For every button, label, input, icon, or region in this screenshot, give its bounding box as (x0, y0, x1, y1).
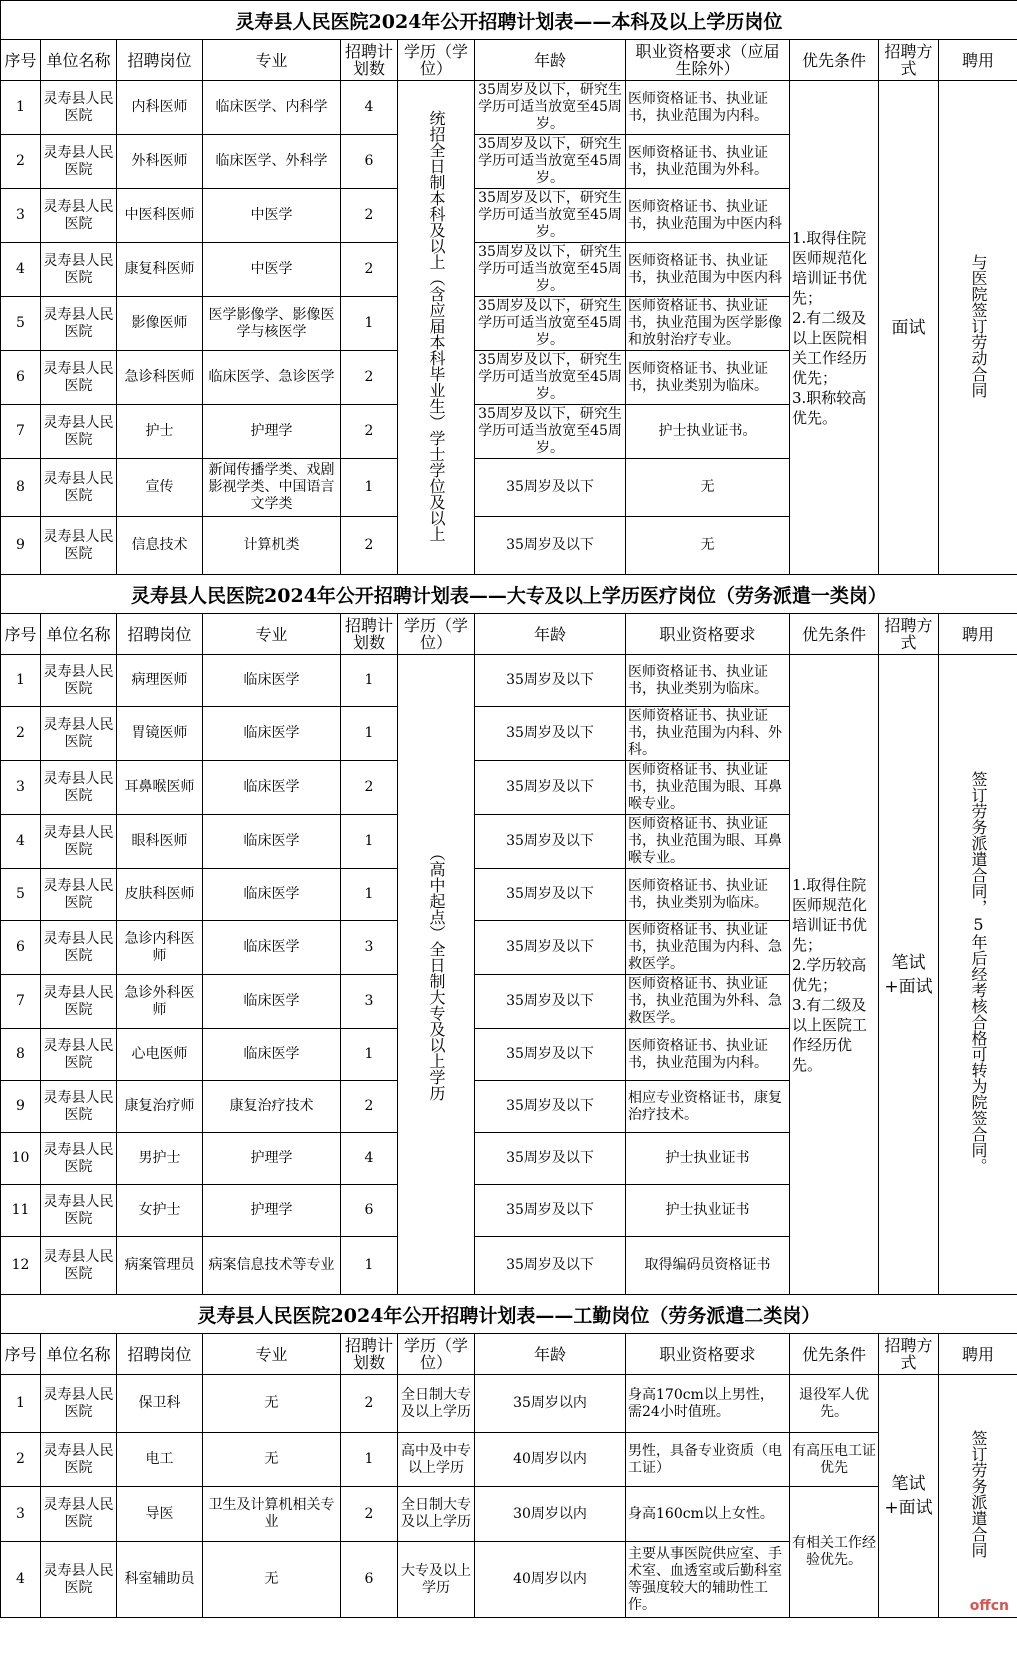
column-header: 招聘方式 (879, 1334, 939, 1375)
major-cell: 中医学 (203, 189, 341, 243)
column-header: 招聘岗位 (117, 1334, 203, 1375)
column-header: 招聘岗位 (117, 40, 203, 81)
seq-cell: 7 (1, 975, 41, 1029)
age-cell: 40周岁以内 (475, 1542, 626, 1618)
count-cell: 3 (341, 975, 398, 1029)
education-cell (398, 655, 475, 1295)
count-cell: 1 (341, 815, 398, 869)
age-cell: 35周岁及以下 (475, 1237, 626, 1295)
seq-cell: 1 (1, 655, 41, 707)
seq-cell: 9 (1, 517, 41, 575)
count-cell: 2 (341, 351, 398, 405)
major-cell: 临床医学 (203, 707, 341, 761)
unit-cell: 灵寿县人民医院 (41, 297, 117, 351)
count-cell: 1 (341, 707, 398, 761)
qualification-cell: 身高170cm以上男性，需24小时值班。 (626, 1375, 790, 1433)
method-cell: 笔试+面试 (879, 1375, 939, 1618)
hire-cell (939, 655, 1017, 1295)
post-cell: 女护士 (117, 1185, 203, 1237)
education-cell (398, 81, 475, 575)
post-cell: 病理医师 (117, 655, 203, 707)
qualification-cell: 医师资格证书、执业证书，执业范围为中医内科 (626, 243, 790, 297)
qualification-cell: 护士执业证书 (626, 1185, 790, 1237)
priority-cell: 有高压电工证优先 (790, 1433, 879, 1487)
qualification-cell: 护士执业证书 (626, 1133, 790, 1185)
count-cell: 1 (341, 459, 398, 517)
post-cell: 康复治疗师 (117, 1081, 203, 1133)
unit-cell: 灵寿县人民医院 (41, 707, 117, 761)
unit-cell: 灵寿县人民医院 (41, 1029, 117, 1081)
column-header: 聘用 (939, 40, 1017, 81)
seq-cell: 10 (1, 1133, 41, 1185)
priority-cell: 有相关工作经验优先。 (790, 1487, 879, 1618)
seq-cell: 5 (1, 297, 41, 351)
section-title: 灵寿县人民医院2024年公开招聘计划表——本科及以上学历岗位 (1, 1, 1017, 40)
unit-cell: 灵寿县人民医院 (41, 243, 117, 297)
age-cell: 35周岁及以下，研究生学历可适当放宽至45周岁。 (475, 135, 626, 189)
post-cell: 皮肤科医师 (117, 869, 203, 921)
count-cell: 2 (341, 243, 398, 297)
unit-cell: 灵寿县人民医院 (41, 1185, 117, 1237)
watermark-logo: offcn (969, 1598, 1009, 1614)
column-header: 优先条件 (790, 1334, 879, 1375)
column-header: 职业资格要求 (626, 1334, 790, 1375)
major-cell: 临床医学 (203, 761, 341, 815)
age-cell: 35周岁以内 (475, 1375, 626, 1433)
seq-cell: 8 (1, 1029, 41, 1081)
education-cell: 大专及以上学历 (398, 1542, 475, 1618)
seq-cell: 9 (1, 1081, 41, 1133)
header-row (1, 1334, 1017, 1375)
qualification-cell: 医师资格证书、执业证书，执业范围为内科、外科。 (626, 707, 790, 761)
qualification-cell: 无 (626, 517, 790, 575)
header-row (1, 614, 1017, 655)
count-cell: 6 (341, 135, 398, 189)
major-cell: 无 (203, 1433, 341, 1487)
section-title-row (1, 575, 1017, 614)
seq-cell: 1 (1, 1375, 41, 1433)
qualification-cell: 取得编码员资格证书 (626, 1237, 790, 1295)
age-cell: 35周岁及以下 (475, 655, 626, 707)
major-cell: 临床医学 (203, 1029, 341, 1081)
post-cell: 宣传 (117, 459, 203, 517)
count-cell: 2 (341, 1375, 398, 1433)
count-cell: 3 (341, 921, 398, 975)
column-header: 职业资格要求（应届生除外） (626, 40, 790, 81)
post-cell: 急诊内科医师 (117, 921, 203, 975)
count-cell: 6 (341, 1185, 398, 1237)
qualification-cell: 医师资格证书、执业证书，执业范围为外科。 (626, 135, 790, 189)
seq-cell: 3 (1, 761, 41, 815)
post-cell: 康复科医师 (117, 243, 203, 297)
major-cell: 医学影像学、影像医学与核医学 (203, 297, 341, 351)
column-header: 招聘方式 (879, 614, 939, 655)
age-cell: 35周岁及以下，研究生学历可适当放宽至45周岁。 (475, 351, 626, 405)
header-row (1, 40, 1017, 81)
seq-cell: 6 (1, 921, 41, 975)
post-cell: 科室辅助员 (117, 1542, 203, 1618)
post-cell: 电工 (117, 1433, 203, 1487)
unit-cell: 灵寿县人民医院 (41, 135, 117, 189)
major-cell: 中医学 (203, 243, 341, 297)
age-cell: 35周岁及以下 (475, 869, 626, 921)
seq-cell: 1 (1, 81, 41, 135)
age-cell: 35周岁及以下 (475, 761, 626, 815)
seq-cell: 11 (1, 1185, 41, 1237)
age-cell: 35周岁及以下 (475, 1029, 626, 1081)
table-row (1, 1487, 1017, 1542)
age-cell: 35周岁及以下 (475, 459, 626, 517)
unit-cell: 灵寿县人民医院 (41, 921, 117, 975)
post-cell: 护士 (117, 405, 203, 459)
count-cell: 2 (341, 1487, 398, 1542)
age-cell: 35周岁及以下 (475, 815, 626, 869)
major-cell: 护理学 (203, 405, 341, 459)
major-cell: 病案信息技术等专业 (203, 1237, 341, 1295)
qualification-cell: 护士执业证书。 (626, 405, 790, 459)
unit-cell: 灵寿县人民医院 (41, 189, 117, 243)
unit-cell: 灵寿县人民医院 (41, 1081, 117, 1133)
major-cell: 无 (203, 1375, 341, 1433)
major-cell: 临床医学、外科学 (203, 135, 341, 189)
method-cell: 笔试+面试 (879, 655, 939, 1295)
qualification-cell: 无 (626, 459, 790, 517)
unit-cell: 灵寿县人民医院 (41, 761, 117, 815)
column-header: 招聘计划数 (341, 1334, 398, 1375)
count-cell: 1 (341, 1029, 398, 1081)
post-cell: 眼科医师 (117, 815, 203, 869)
count-cell: 1 (341, 1433, 398, 1487)
column-header: 聘用 (939, 1334, 1017, 1375)
hire-text: 与医院签订劳动合同 (969, 253, 988, 398)
major-cell: 临床医学 (203, 869, 341, 921)
seq-cell: 2 (1, 135, 41, 189)
age-cell: 35周岁及以下，研究生学历可适当放宽至45周岁。 (475, 243, 626, 297)
unit-cell: 灵寿县人民医院 (41, 81, 117, 135)
major-cell: 临床医学、内科学 (203, 81, 341, 135)
section-title: 灵寿县人民医院2024年公开招聘计划表——大专及以上学历医疗岗位（劳务派遣一类岗） (1, 575, 1017, 614)
major-cell: 无 (203, 1542, 341, 1618)
qualification-cell: 医师资格证书、执业证书，执业范围为内科。 (626, 1029, 790, 1081)
hire-text: 签订劳务派遣合同，5年后经考核合格可转为院签合同。 (969, 771, 988, 1174)
count-cell: 2 (341, 405, 398, 459)
unit-cell: 灵寿县人民医院 (41, 975, 117, 1029)
column-header: 专业 (203, 40, 341, 81)
unit-cell: 灵寿县人民医院 (41, 1133, 117, 1185)
count-cell: 2 (341, 517, 398, 575)
post-cell: 导医 (117, 1487, 203, 1542)
column-header: 招聘计划数 (341, 614, 398, 655)
hire-cell (939, 81, 1017, 575)
hire-cell (939, 1375, 1017, 1618)
major-cell: 临床医学 (203, 921, 341, 975)
post-cell: 急诊科医师 (117, 351, 203, 405)
major-cell: 计算机类 (203, 517, 341, 575)
priority-cell: 1.取得住院医师规范化培训证书优先； 2.学历较高优先； 3.有二级及以上医院工作经历优先。 (790, 655, 879, 1295)
age-cell: 35周岁及以下 (475, 1081, 626, 1133)
unit-cell: 灵寿县人民医院 (41, 1375, 117, 1433)
column-header: 序号 (1, 614, 41, 655)
unit-cell: 灵寿县人民医院 (41, 869, 117, 921)
unit-cell: 灵寿县人民医院 (41, 405, 117, 459)
column-header: 单位名称 (41, 614, 117, 655)
age-cell: 35周岁及以下 (475, 707, 626, 761)
qualification-cell: 主要从事医院供应室、手术室、血透室或后勤科室等强度较大的辅助性工作。 (626, 1542, 790, 1618)
qualification-cell: 医师资格证书、执业证书，执业类别为临床。 (626, 869, 790, 921)
qualification-cell: 医师资格证书、执业证书，执业范围为内科、急救医学。 (626, 921, 790, 975)
major-cell: 康复治疗技术 (203, 1081, 341, 1133)
age-cell: 30周岁以内 (475, 1487, 626, 1542)
column-header: 专业 (203, 1334, 341, 1375)
count-cell: 4 (341, 1133, 398, 1185)
column-header: 年龄 (475, 614, 626, 655)
count-cell: 2 (341, 189, 398, 243)
post-cell: 心电医师 (117, 1029, 203, 1081)
age-cell: 35周岁及以下 (475, 921, 626, 975)
qualification-cell: 医师资格证书、执业证书，执业范围为内科。 (626, 81, 790, 135)
major-cell: 临床医学、急诊医学 (203, 351, 341, 405)
major-cell: 护理学 (203, 1185, 341, 1237)
major-cell: 临床医学 (203, 975, 341, 1029)
age-cell: 35周岁及以下，研究生学历可适当放宽至45周岁。 (475, 405, 626, 459)
seq-cell: 2 (1, 1433, 41, 1487)
age-cell: 35周岁及以下，研究生学历可适当放宽至45周岁。 (475, 81, 626, 135)
column-header: 单位名称 (41, 1334, 117, 1375)
education-cell: 全日制大专及以上学历 (398, 1487, 475, 1542)
column-header: 招聘计划数 (341, 40, 398, 81)
qualification-cell: 医师资格证书、执业证书，执业范围为外科、急救医学。 (626, 975, 790, 1029)
age-cell: 35周岁及以下 (475, 517, 626, 575)
column-header: 学历（学位） (398, 1334, 475, 1375)
method-cell: 面试 (879, 81, 939, 575)
qualification-cell: 医师资格证书、执业证书，执业范围为眼、耳鼻喉专业。 (626, 761, 790, 815)
qualification-cell: 医师资格证书、执业证书，执业范围为医学影像和放射治疗专业。 (626, 297, 790, 351)
column-header: 优先条件 (790, 40, 879, 81)
seq-cell: 4 (1, 815, 41, 869)
post-cell: 内科医师 (117, 81, 203, 135)
table-row (1, 655, 1017, 707)
section-title-row (1, 1295, 1017, 1334)
column-header: 年龄 (475, 1334, 626, 1375)
qualification-cell: 相应专业资格证书，康复治疗技术。 (626, 1081, 790, 1133)
section-title-row (1, 1, 1017, 40)
age-cell: 35周岁及以下 (475, 1133, 626, 1185)
post-cell: 胃镜医师 (117, 707, 203, 761)
education-text: 统招全日制本科及以上（含应届本科毕业生）学士学位及以上 (427, 109, 446, 542)
table-row (1, 81, 1017, 135)
seq-cell: 2 (1, 707, 41, 761)
qualification-cell: 医师资格证书、执业证书，执业类别为临床。 (626, 351, 790, 405)
count-cell: 1 (341, 1237, 398, 1295)
column-header: 职业资格要求 (626, 614, 790, 655)
education-cell: 全日制大专及以上学历 (398, 1375, 475, 1433)
education-cell: 高中及中专以上学历 (398, 1433, 475, 1487)
age-cell: 35周岁及以下 (475, 975, 626, 1029)
count-cell: 1 (341, 297, 398, 351)
unit-cell: 灵寿县人民医院 (41, 351, 117, 405)
seq-cell: 4 (1, 243, 41, 297)
age-cell: 35周岁及以下，研究生学历可适当放宽至45周岁。 (475, 297, 626, 351)
hire-text: 签订劳务派遣合同 (969, 1430, 988, 1558)
post-cell: 病案管理员 (117, 1237, 203, 1295)
unit-cell: 灵寿县人民医院 (41, 815, 117, 869)
post-cell: 影像医师 (117, 297, 203, 351)
unit-cell: 灵寿县人民医院 (41, 655, 117, 707)
post-cell: 信息技术 (117, 517, 203, 575)
section-title: 灵寿县人民医院2024年公开招聘计划表——工勤岗位（劳务派遣二类岗） (1, 1295, 1017, 1334)
table-row (1, 1375, 1017, 1433)
seq-cell: 6 (1, 351, 41, 405)
seq-cell: 5 (1, 869, 41, 921)
column-header: 年龄 (475, 40, 626, 81)
seq-cell: 3 (1, 189, 41, 243)
age-cell: 35周岁及以下，研究生学历可适当放宽至45周岁。 (475, 189, 626, 243)
age-cell: 35周岁及以下 (475, 1185, 626, 1237)
major-cell: 临床医学 (203, 655, 341, 707)
unit-cell: 灵寿县人民医院 (41, 459, 117, 517)
column-header: 学历（学位） (398, 40, 475, 81)
count-cell: 1 (341, 869, 398, 921)
column-header: 聘用 (939, 614, 1017, 655)
qualification-cell: 身高160cm以上女性。 (626, 1487, 790, 1542)
count-cell: 2 (341, 1081, 398, 1133)
age-cell: 40周岁以内 (475, 1433, 626, 1487)
column-header: 专业 (203, 614, 341, 655)
seq-cell: 12 (1, 1237, 41, 1295)
qualification-cell: 医师资格证书、执业证书，执业范围为眼、耳鼻喉专业。 (626, 815, 790, 869)
major-cell: 新闻传播学类、戏剧影视学类、中国语言文学类 (203, 459, 341, 517)
seq-cell: 3 (1, 1487, 41, 1542)
seq-cell: 8 (1, 459, 41, 517)
count-cell: 6 (341, 1542, 398, 1618)
education-text: （高中起点）全日制大专及以上学历 (427, 844, 446, 1101)
qualification-cell: 男性，具备专业资质（电工证） (626, 1433, 790, 1487)
unit-cell: 灵寿县人民医院 (41, 1542, 117, 1618)
column-header: 单位名称 (41, 40, 117, 81)
qualification-cell: 医师资格证书、执业证书，执业类别为临床。 (626, 655, 790, 707)
seq-cell: 4 (1, 1542, 41, 1618)
priority-cell: 退役军人优先。 (790, 1375, 879, 1433)
post-cell: 男护士 (117, 1133, 203, 1185)
qualification-cell: 医师资格证书、执业证书，执业范围为中医内科 (626, 189, 790, 243)
major-cell: 临床医学 (203, 815, 341, 869)
seq-cell: 7 (1, 405, 41, 459)
column-header: 招聘方式 (879, 40, 939, 81)
column-header: 序号 (1, 1334, 41, 1375)
table-row (1, 1433, 1017, 1487)
major-cell: 护理学 (203, 1133, 341, 1185)
column-header: 序号 (1, 40, 41, 81)
post-cell: 保卫科 (117, 1375, 203, 1433)
count-cell: 2 (341, 761, 398, 815)
unit-cell: 灵寿县人民医院 (41, 1487, 117, 1542)
count-cell: 4 (341, 81, 398, 135)
column-header: 招聘岗位 (117, 614, 203, 655)
post-cell: 中医科医师 (117, 189, 203, 243)
post-cell: 耳鼻喉医师 (117, 761, 203, 815)
post-cell: 外科医师 (117, 135, 203, 189)
major-cell: 卫生及计算机相关专业 (203, 1487, 341, 1542)
post-cell: 急诊外科医师 (117, 975, 203, 1029)
column-header: 优先条件 (790, 614, 879, 655)
unit-cell: 灵寿县人民医院 (41, 1237, 117, 1295)
unit-cell: 灵寿县人民医院 (41, 517, 117, 575)
unit-cell: 灵寿县人民医院 (41, 1433, 117, 1487)
count-cell: 1 (341, 655, 398, 707)
column-header: 学历（学位） (398, 614, 475, 655)
priority-cell: 1.取得住院医师规范化培训证书优先； 2.有二级及以上医院相关工作经历优先； 3.职称较高优先。 (790, 81, 879, 575)
